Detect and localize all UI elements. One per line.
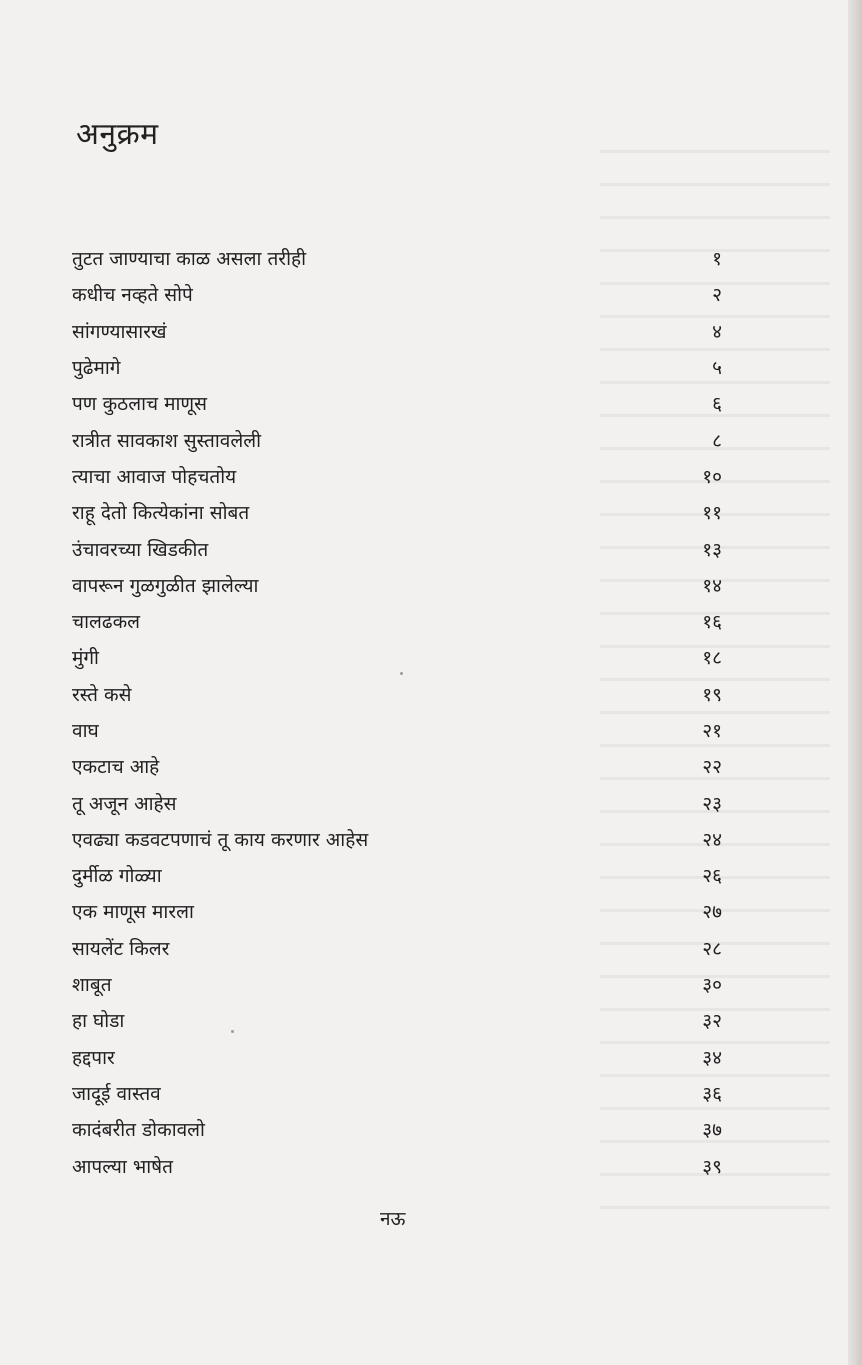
toc-entry-title: सांगण्यासारखं <box>72 320 167 343</box>
toc-entry-title: राहू देतो कित्येकांना सोबत <box>72 502 250 525</box>
toc-entry-title: हद्दपार <box>72 1046 115 1069</box>
toc-entry-page: २१ <box>702 720 722 742</box>
page-title: अनुक्रम <box>76 117 159 152</box>
toc-entry <box>72 603 722 639</box>
toc-entry-page: ४ <box>712 320 722 343</box>
toc-entry-title: रात्रीत सावकाश सुस्तावलेली <box>72 429 262 452</box>
toc-entry <box>72 494 722 530</box>
toc-entry-page: १० <box>702 465 722 488</box>
toc-entry <box>72 530 722 566</box>
toc-entry-title: वाघ <box>72 720 99 742</box>
toc-entry-title: आपल्या भाषेत <box>72 1155 173 1178</box>
toc-entry-page: १९ <box>702 683 722 706</box>
toc-entry <box>72 567 722 603</box>
toc-entry <box>72 458 722 494</box>
toc-entry-page: २७ <box>702 901 722 924</box>
toc-entry-title: एवढ्या कडवटपणाचं तू काय करणार आहेस <box>72 828 369 851</box>
toc-entry-title: उंचावरच्या खिडकीत <box>72 538 209 561</box>
toc-entry-title: तू अजून आहेस <box>72 792 177 815</box>
toc-entry <box>72 1075 722 1111</box>
toc-entry <box>72 857 722 893</box>
toc-entry-title: रस्ते कसे <box>72 683 132 706</box>
toc-entry-title: मुंगी <box>72 647 99 670</box>
toc-entry <box>72 821 722 857</box>
toc-entry <box>72 1147 722 1183</box>
toc-entry <box>72 893 722 929</box>
table-of-contents <box>72 240 722 1184</box>
toc-entry-page: २ <box>712 284 722 307</box>
toc-entry-title: कधीच नव्हते सोपे <box>72 284 193 307</box>
toc-entry-page: ३७ <box>702 1119 722 1142</box>
toc-entry <box>72 240 722 276</box>
toc-entry-title: हा घोडा <box>72 1010 125 1033</box>
toc-entry-page: १६ <box>702 611 722 634</box>
toc-entry-page: ३२ <box>702 1010 722 1033</box>
toc-entry-page: ३० <box>702 974 722 997</box>
toc-entry <box>72 966 722 1002</box>
toc-entry-title: त्याचा आवाज पोहचतोय <box>72 465 237 488</box>
toc-entry <box>72 349 722 385</box>
toc-entry <box>72 385 722 421</box>
toc-entry-page: ३४ <box>702 1046 722 1069</box>
toc-entry-page: १४ <box>702 574 722 597</box>
toc-entry-title: एकटाच आहे <box>72 756 160 779</box>
toc-entry <box>72 276 722 312</box>
toc-entry-title: पुढेमागे <box>72 357 121 380</box>
toc-entry-page: २२ <box>702 756 722 779</box>
page-number: नऊ <box>380 1208 406 1230</box>
toc-entry-page: ८ <box>712 429 722 452</box>
toc-entry-title: तुटत जाण्याचा काळ असला तरीही <box>72 248 307 271</box>
toc-entry-title: वापरून गुळगुळीत झालेल्या <box>72 574 259 597</box>
toc-entry-page: ११ <box>702 502 722 525</box>
toc-entry <box>72 313 722 349</box>
toc-entry-title: जादूई वास्तव <box>72 1082 161 1105</box>
toc-entry <box>72 712 722 748</box>
toc-entry-page: ३९ <box>702 1155 722 1178</box>
toc-entry-page: ३६ <box>702 1082 722 1105</box>
toc-entry-page: २८ <box>702 937 722 960</box>
toc-entry-page: ५ <box>712 357 722 380</box>
toc-entry-title: सायलेंट किलर <box>72 937 170 960</box>
toc-entry <box>72 784 722 820</box>
toc-entry <box>72 639 722 675</box>
toc-entry <box>72 930 722 966</box>
toc-entry-title: कादंबरीत डोकावलो <box>72 1119 205 1142</box>
toc-entry <box>72 1111 722 1147</box>
toc-entry-page: २४ <box>702 828 722 851</box>
toc-entry-page: ६ <box>712 393 722 416</box>
page-edge <box>848 0 862 1365</box>
toc-entry-page: १८ <box>702 647 722 670</box>
toc-entry-title: शाबूत <box>72 974 112 997</box>
toc-entry <box>72 1039 722 1075</box>
toc-entry <box>72 421 722 457</box>
toc-entry-title: दुर्मीळ गोळ्या <box>72 865 162 888</box>
toc-entry-title: पण कुठलाच माणूस <box>72 393 207 416</box>
toc-entry <box>72 1002 722 1038</box>
toc-entry-title: एक माणूस मारला <box>72 901 194 924</box>
toc-entry-page: १३ <box>702 538 722 561</box>
toc-entry <box>72 676 722 712</box>
toc-entry-page: १ <box>712 248 722 271</box>
toc-entry-page: २६ <box>702 865 722 888</box>
toc-entry-title: चालढकल <box>72 611 141 634</box>
toc-entry <box>72 748 722 784</box>
toc-entry-page: २३ <box>702 792 722 815</box>
